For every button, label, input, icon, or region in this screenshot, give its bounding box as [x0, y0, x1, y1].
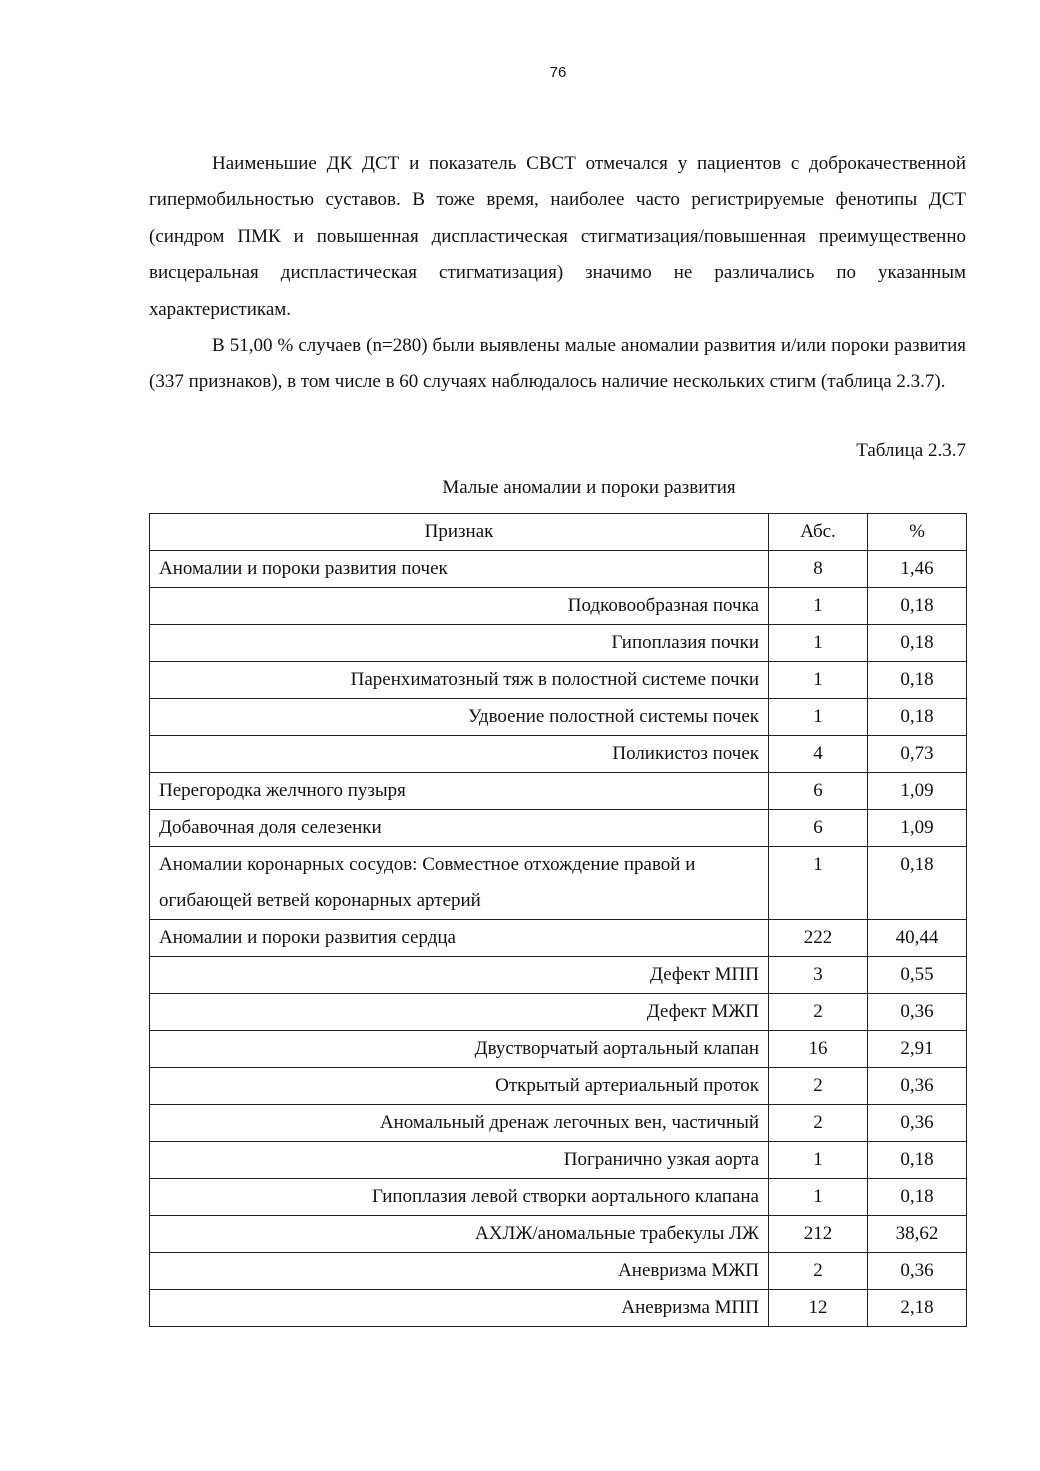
row-pct: 1,46: [868, 551, 967, 588]
row-abs: 6: [769, 810, 868, 847]
row-pct: 2,91: [868, 1031, 967, 1068]
row-pct: 2,18: [868, 1290, 967, 1327]
table-row: [150, 1105, 967, 1142]
table-row: [150, 699, 967, 736]
row-abs: 1: [769, 625, 868, 662]
row-name: АХЛЖ/аномальные трабекулы ЛЖ: [150, 1216, 769, 1253]
row-abs: 12: [769, 1290, 868, 1327]
row-name: Дефект МЖП: [150, 994, 769, 1031]
table-row: [150, 662, 967, 699]
table-row: [150, 773, 967, 810]
table-row: [150, 1068, 967, 1105]
table-row: [150, 551, 967, 588]
row-pct: 0,18: [868, 1142, 967, 1179]
table-row: [150, 1031, 967, 1068]
row-name: Поликистоз почек: [150, 736, 769, 773]
body-text: [149, 146, 966, 401]
row-pct: 0,18: [868, 847, 967, 920]
row-abs: 3: [769, 957, 868, 994]
row-name: Погранично узкая аорта: [150, 1142, 769, 1179]
header-pct: %: [868, 514, 967, 551]
paragraph: Наименьшие ДК ДСТ и показатель СВСТ отмечался у пациентов с доброкачественной гипермобильностью суставов. В тоже время, наиболее часто регистрируемые фенотипы ДСТ (синдром ПМК и повышенная диспластическая стигматизация/повышенная преимущественно висцеральная диспластическая стигматизация) значимо не различались по указанным характеристикам.: [149, 153, 966, 320]
row-name: Дефект МПП: [150, 957, 769, 994]
table-body: [150, 551, 967, 1327]
row-name: Удвоение полостной системы почек: [150, 699, 769, 736]
row-abs: 1: [769, 588, 868, 625]
table-row: [150, 1253, 967, 1290]
paragraph: В 51,00 % случаев (n=280) были выявлены малые аномалии развития и/или пороки развития (337 признаков), в том числе в 60 случаях наблюдалось наличие нескольких стигм (таблица 2.3.7).: [149, 335, 966, 393]
row-pct: 38,62: [868, 1216, 967, 1253]
table-row: [150, 920, 967, 957]
row-abs: 4: [769, 736, 868, 773]
anomalies-table: [149, 513, 967, 1327]
row-pct: 0,36: [868, 1068, 967, 1105]
table-row: [150, 1179, 967, 1216]
row-abs: 1: [769, 1179, 868, 1216]
row-name: Перегородка желчного пузыря: [150, 773, 769, 810]
row-pct: 40,44: [868, 920, 967, 957]
row-pct: 0,73: [868, 736, 967, 773]
row-name: Подковообразная почка: [150, 588, 769, 625]
table-row: [150, 736, 967, 773]
table-number: Таблица 2.3.7: [856, 440, 966, 461]
header-abs: Абс.: [769, 514, 868, 551]
row-name: Открытый артериальный проток: [150, 1068, 769, 1105]
table-title: Малые аномалии и пороки развития: [442, 477, 736, 498]
table-row: [150, 1216, 967, 1253]
page-number: 76: [549, 64, 567, 81]
row-pct: 0,36: [868, 1253, 967, 1290]
row-pct: 0,18: [868, 699, 967, 736]
table-row: [150, 1142, 967, 1179]
row-pct: 1,09: [868, 810, 967, 847]
row-name: Гипоплазия левой створки аортального клапана: [150, 1179, 769, 1216]
row-name: Аномальный дренаж легочных вен, частичный: [150, 1105, 769, 1142]
row-abs: 1: [769, 662, 868, 699]
row-name: Аномалии и пороки развития сердца: [150, 920, 769, 957]
table-header-row: [150, 514, 967, 551]
table-row: [150, 957, 967, 994]
table-row: [150, 810, 967, 847]
table-row: [150, 994, 967, 1031]
row-pct: 0,18: [868, 625, 967, 662]
row-abs: 222: [769, 920, 868, 957]
row-pct: 0,55: [868, 957, 967, 994]
row-abs: 1: [769, 1142, 868, 1179]
table-row: [150, 625, 967, 662]
row-abs: 1: [769, 847, 868, 920]
row-pct: 0,18: [868, 1179, 967, 1216]
row-pct: 0,36: [868, 994, 967, 1031]
row-pct: 0,18: [868, 588, 967, 625]
row-abs: 6: [769, 773, 868, 810]
row-name: Двустворчатый аортальный клапан: [150, 1031, 769, 1068]
row-abs: 2: [769, 1253, 868, 1290]
row-name: Гипоплазия почки: [150, 625, 769, 662]
table-row: [150, 847, 967, 920]
row-pct: 0,18: [868, 662, 967, 699]
row-name: Аневризма МПП: [150, 1290, 769, 1327]
row-abs: 2: [769, 994, 868, 1031]
row-name: Аневризма МЖП: [150, 1253, 769, 1290]
row-abs: 2: [769, 1105, 868, 1142]
row-abs: 16: [769, 1031, 868, 1068]
header-name: Признак: [150, 514, 769, 551]
row-name: Аномалии и пороки развития почек: [150, 551, 769, 588]
row-abs: 212: [769, 1216, 868, 1253]
table-row: [150, 588, 967, 625]
row-name: Аномалии коронарных сосудов: Совместное отхождение правой и огибающей ветвей коронарных артерий: [150, 847, 769, 920]
row-pct: 0,36: [868, 1105, 967, 1142]
row-abs: 8: [769, 551, 868, 588]
row-abs: 1: [769, 699, 868, 736]
row-name: Паренхиматозный тяж в полостной системе почки: [150, 662, 769, 699]
row-pct: 1,09: [868, 773, 967, 810]
table-row: [150, 1290, 967, 1327]
row-abs: 2: [769, 1068, 868, 1105]
row-name: Добавочная доля селезенки: [150, 810, 769, 847]
